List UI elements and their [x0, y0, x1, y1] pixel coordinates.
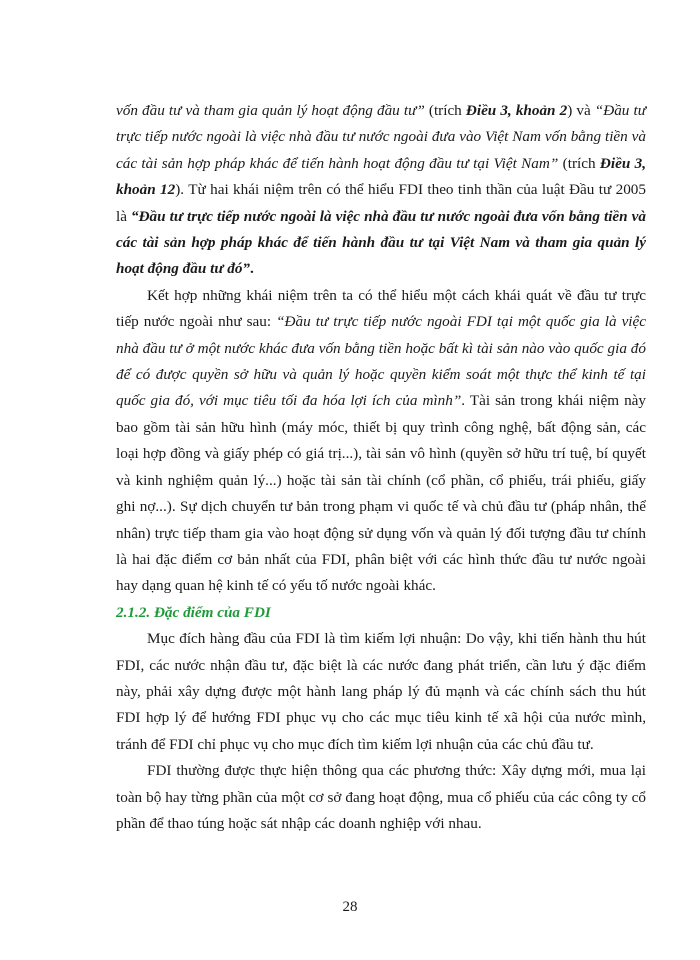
quote-text: “Đầu tư trực tiếp nước ngoài là việc nhà đầu tư nước ngoài đưa vốn bằng tiền và các tài sản hợp pháp khác để tiến hành đầu tư tại Việt Nam và tham gia quản lý hoạt động đầu tư đó”: [116, 207, 646, 278]
document-body: [116, 98, 646, 837]
paragraph-fdi-profit: Mục đích hàng đầu của FDI là tìm kiếm lợi nhuận: Do vậy, khi tiến hành thu hút FDI, các nước nhận đầu tư, đặc biệt là các nước đang phát triển, cần lưu ý đặc điểm này, phải xây dựng được một hành lang pháp lý đủ mạnh và các chính sách thu hút FDI hợp lý để hướng FDI phục vụ cho các mục tiêu kinh tế xã hội của nước mình, tránh để FDI chỉ phục vụ cho mục đích tìm kiếm lợi nhuận của các chủ đầu tư.: [116, 630, 646, 753]
body-text: .: [250, 260, 254, 278]
body-text: . Tài sản trong khái niệm này bao gồm tài sản hữu hình (máy móc, thiết bị quy trình công nghệ, bất động sản, các loại hợp đồng và giấy phép có giá trị...), tài sản vô hình (quyền sở hữu trí tuệ, bí quyết và kinh nghiệm quản lý...) hoặc tài sản tài chính (cổ phần, cổ phiếu, trái phiếu, giấy ghi nợ...). Sự dịch chuyển tư bản trong phạm vi quốc tế và chủ đầu tư (pháp nhân, thể nhân) trực tiếp tham gia vào hoạt động sử dụng vốn và quản lý đối tượng đầu tư chính là hai đặc điểm cơ bản nhất của FDI, phân biệt với các hình thức đầu tư nước ngoài hay dạng quan hệ kinh tế có yếu tố nước ngoài khác.: [116, 392, 646, 595]
body-text: Kết hợp những khái niệm trên ta có thể hiểu một cách khái quát về đầu tư trực tiếp nước ngoài như sau:: [116, 286, 646, 331]
body-text: ) và: [567, 102, 595, 119]
quote-text: “Đầu tư trực tiếp nước ngoài FDI tại một quốc gia là việc nhà đầu tư ở một nước khác đưa vốn bằng tiền hoặc bất kì tài sản nào vào quốc gia đó để có được quyền sở hữu và quản lý hoặc quyền kiểm soát một thực thể kinh tế tại quốc gia đó, với mục tiêu tối đa hóa lợi ích của mình”: [116, 313, 647, 410]
citation: Điều 3, khoản 12: [116, 154, 647, 199]
section-heading: 2.1.2. Đặc điểm của FDI: [116, 603, 271, 621]
paragraph-fdi-general-concept: [116, 283, 646, 600]
body-text: ). Từ hai khái niệm trên có thể hiểu FDI theo tinh thần của luật Đầu tư 2005 là: [116, 181, 646, 225]
quote-text: “Đầu tư trực tiếp nước ngoài là việc nhà đầu tư nước ngoài đưa vào Việt Nam vốn bằng tiền và các tài sản hợp pháp khác để tiến hành hoạt động đầu tư tại Việt Nam”: [116, 102, 646, 172]
page-number: 28: [342, 899, 358, 915]
body-text: (trích: [424, 102, 466, 119]
quote-text: vốn đầu tư và tham gia quản lý hoạt động đầu tư”: [116, 102, 425, 119]
paragraph-fdi-law-definition: [116, 98, 646, 283]
citation: Điều 3, khoản 2: [465, 102, 568, 119]
paragraph-fdi-methods: FDI thường được thực hiện thông qua các phương thức: Xây dựng mới, mua lại toàn bộ hay từng phần của một cơ sở đang hoạt động, mua cổ phiếu của các công ty cổ phần để thao túng hoặc sát nhập các doanh nghiệp với nhau.: [116, 762, 646, 832]
body-text: (trích: [558, 154, 600, 172]
